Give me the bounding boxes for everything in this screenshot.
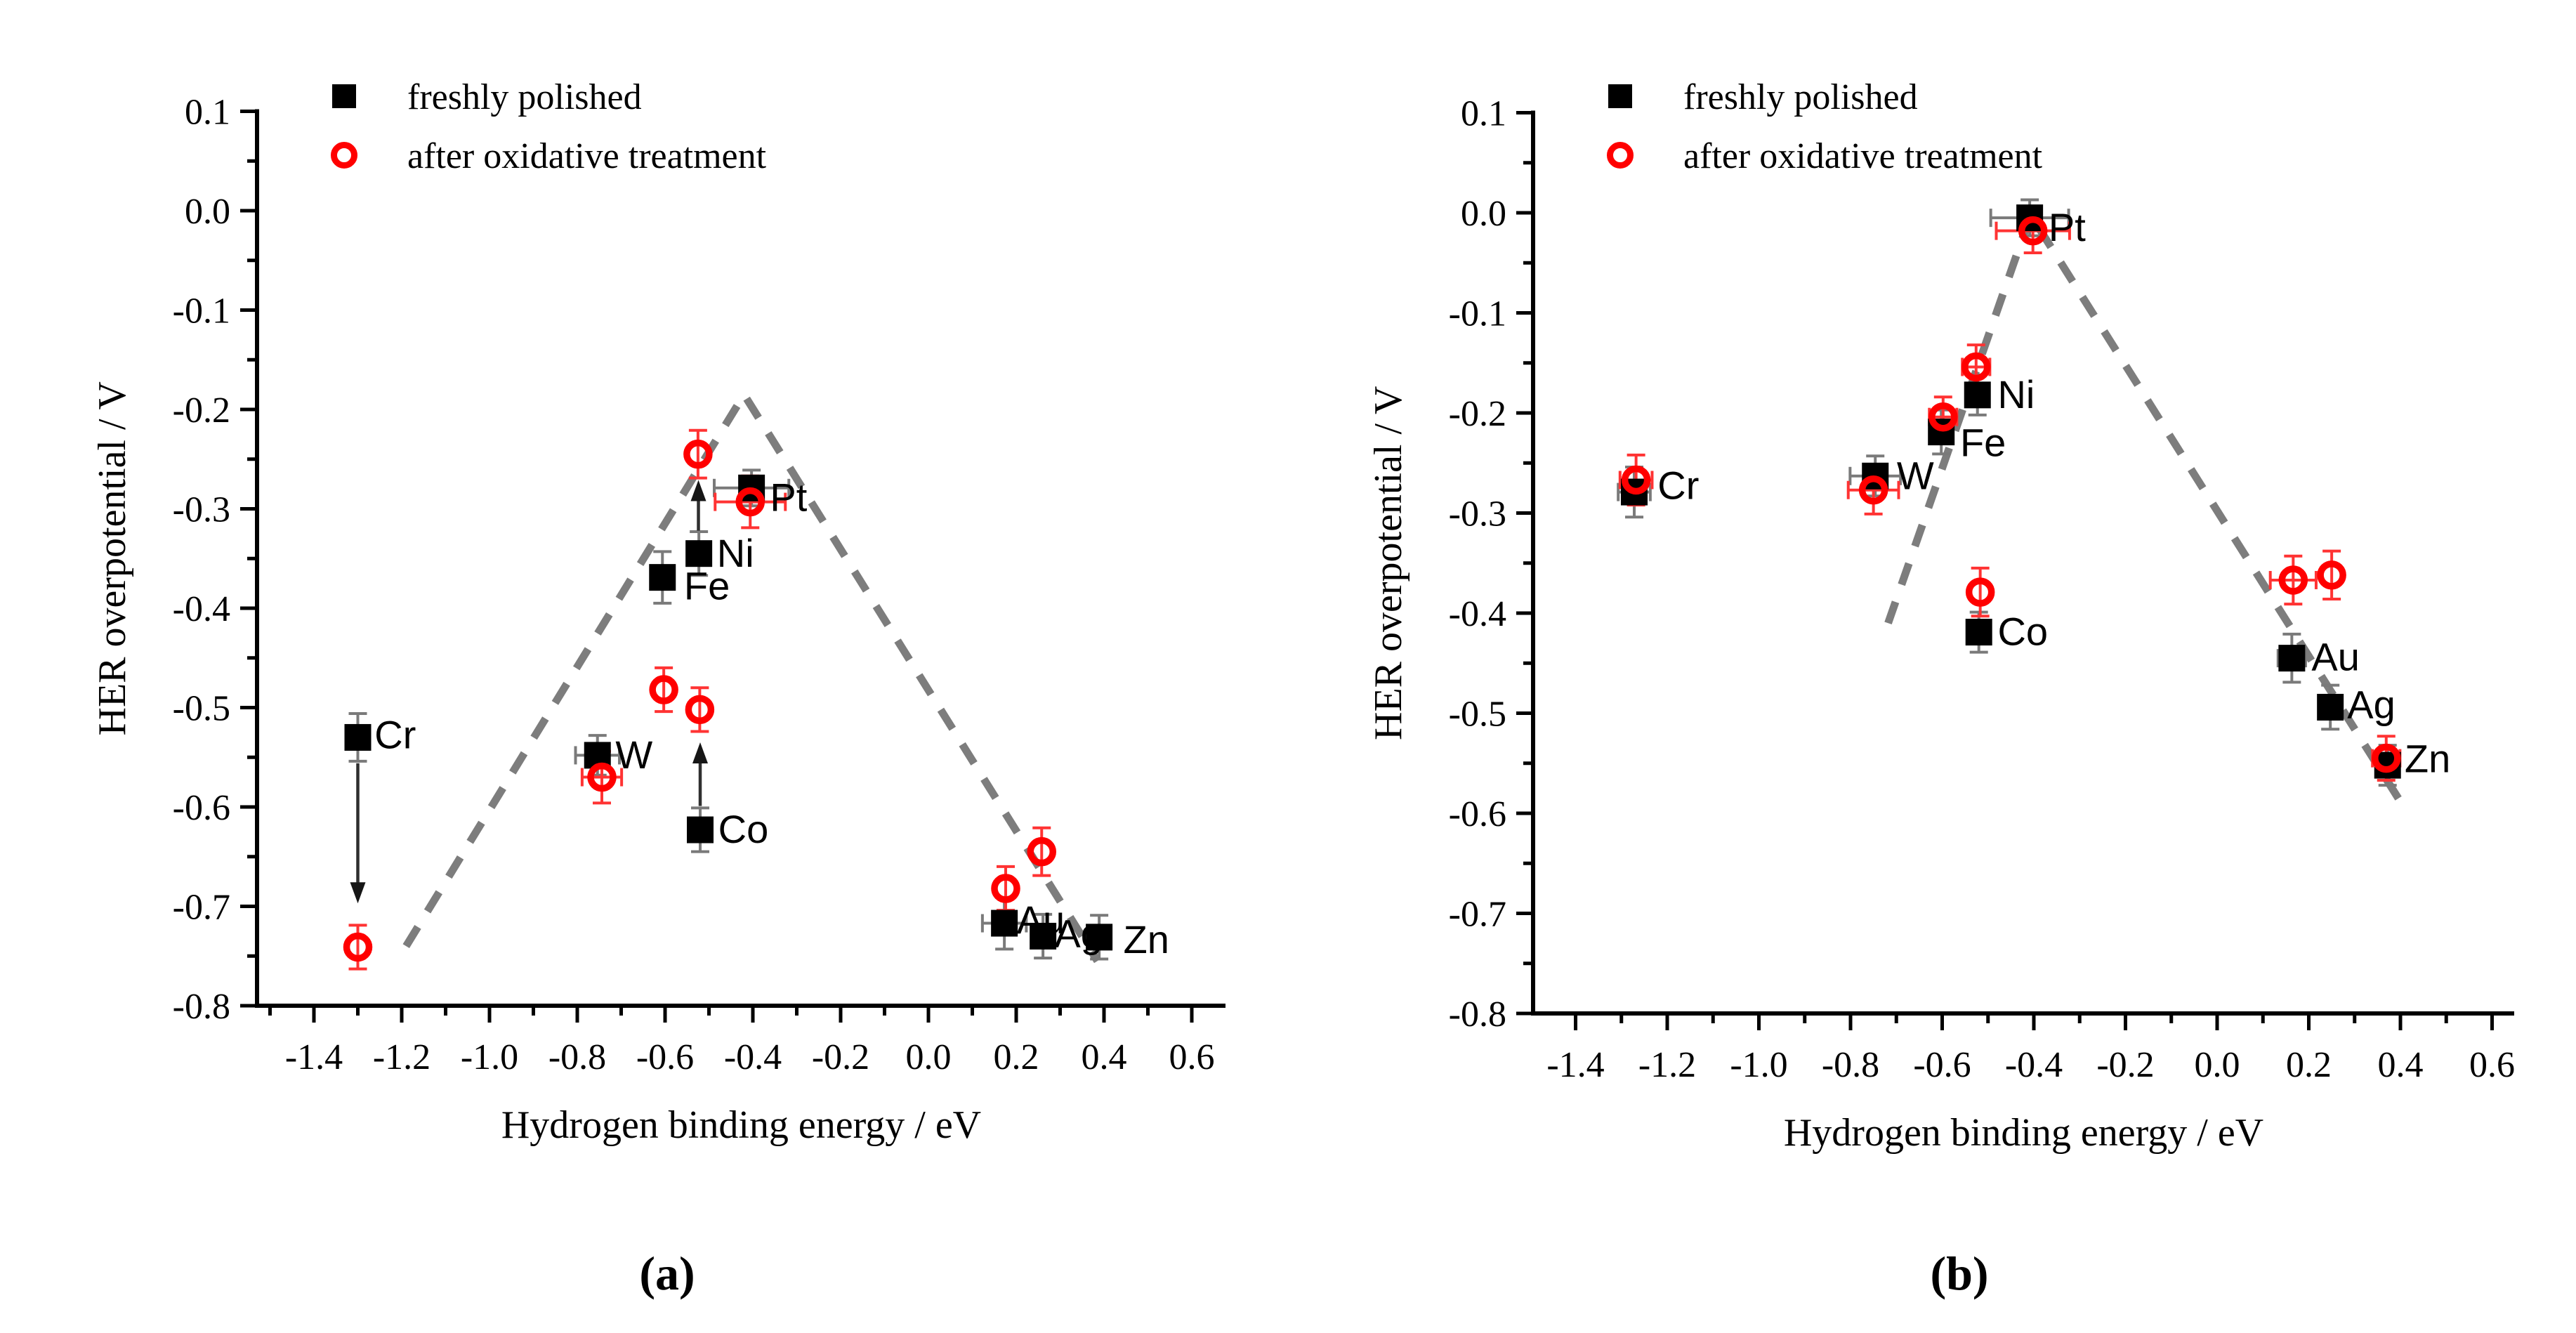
markers [1621,204,2401,778]
markers [345,443,1113,959]
y-tick-label: -0.3 [1448,494,1506,534]
y-tick-label: -0.1 [1448,294,1506,334]
marker-square-Au [991,910,1018,937]
x-tick-label: 0.4 [1081,1037,1127,1077]
marker-square-Co [687,817,714,843]
panel-caption-b: (b) [1930,1247,1989,1300]
point-label-Fe: Fe [683,563,730,608]
legend-circle-marker [1610,145,1631,166]
x-tick-label: -0.6 [1913,1045,1971,1085]
y-tick-label: -0.2 [1448,394,1506,434]
x-tick-label: -0.4 [723,1037,782,1077]
point-label-Pt: Pt [2048,204,2086,249]
y-tick-label: 0.0 [1461,194,1506,234]
point-label-Pt: Pt [770,475,808,520]
point-label-Ni: Ni [716,530,754,575]
point-label-Fe: Fe [1959,420,2006,465]
y-tick-label: 0.0 [185,192,230,232]
x-tick-label: -1.2 [1638,1045,1697,1085]
x-tick-label: -0.8 [1821,1045,1880,1085]
x-tick-label: 0.6 [2469,1045,2515,1085]
x-tick-label: -1.4 [284,1037,343,1077]
point-label-Zn: Zn [2404,736,2451,781]
axes [1449,94,2515,1086]
y-axis-title: HER overpotential / V [1367,386,1410,740]
marker-square-Co [1966,619,1992,645]
y-tick-label: -0.1 [172,291,230,331]
marker-square-Ag [2317,694,2344,721]
y-tick-label: -0.7 [1448,894,1506,935]
x-tick-label: 0.2 [2286,1045,2332,1085]
x-axis-title: Hydrogen binding energy / eV [501,1103,982,1147]
point-label-W: W [615,733,653,777]
y-tick-label: -0.7 [172,887,230,928]
marker-square-Cr [345,724,372,751]
y-tick-label: -0.4 [172,589,230,629]
y-tick-label: -0.5 [172,688,230,729]
y-tick-label: 0.1 [185,92,230,133]
x-tick-label: -0.8 [548,1037,607,1077]
point-label-Ag: Ag [2347,682,2396,727]
x-tick-label: -0.6 [636,1037,695,1077]
y-tick-label: -0.2 [172,390,230,431]
y-tick-label: -0.4 [1448,594,1506,634]
panel-caption-a: (a) [639,1247,695,1300]
point-label-Au: Au [1016,897,1065,942]
y-axis-title: HER overpotential / V [91,381,134,736]
y-tick-label: -0.5 [1448,694,1506,735]
x-tick-label: 0.0 [2194,1045,2240,1085]
arrow-Cr-down [350,763,366,904]
legend-label: after oxidative treatment [407,136,767,176]
x-tick-label: -0.2 [811,1037,870,1077]
arrow-Ni-up [691,480,707,530]
y-tick-label: -0.3 [172,490,230,530]
x-tick-label: -1.0 [460,1037,519,1077]
legend-square-marker [1608,84,1632,108]
x-tick-label: -0.4 [2004,1045,2063,1085]
legend [1608,77,2043,176]
point-label-Cr: Cr [374,712,416,757]
point-label-Ni: Ni [1997,372,2035,416]
y-tick-label: -0.8 [1448,994,1506,1035]
legend [332,77,767,176]
point-label-W: W [1896,453,1934,498]
legend-label: after oxidative treatment [1683,136,2043,176]
x-tick-label: -1.4 [1546,1045,1605,1085]
marker-square-Au [2278,645,2305,671]
panel-a [91,77,1225,1300]
x-tick-label: 0.0 [905,1037,952,1077]
point-label-Cr: Cr [1657,463,1700,508]
marker-square-Fe [649,564,676,591]
x-tick-label: 0.4 [2377,1045,2424,1085]
y-tick-label: -0.6 [1448,794,1506,834]
arrow-Co-up [692,742,708,806]
x-tick-label: -0.2 [2096,1045,2155,1085]
arrow-head [692,742,708,763]
x-tick-label: 0.6 [1169,1037,1215,1077]
legend-label: freshly polished [1683,77,1918,117]
x-tick-label: -1.0 [1730,1045,1788,1085]
y-tick-label: -0.8 [172,987,230,1027]
marker-square-Ni [1964,381,1991,408]
y-tick-label: 0.1 [1461,93,1506,134]
x-tick-label: -1.2 [372,1037,431,1077]
y-tick-label: -0.6 [172,788,230,828]
legend-square-marker [332,84,356,108]
x-axis-title: Hydrogen binding energy / eV [1783,1111,2264,1155]
point-label-Zn: Zn [1123,917,1169,962]
point-label-Au: Au [2311,634,2360,679]
x-tick-label: 0.2 [993,1037,1039,1077]
error-bars [1618,199,2400,785]
point-label-Co: Co [718,807,769,852]
arrow-head [350,882,366,903]
legend-circle-marker [334,145,355,166]
point-label-Ag: Ag [1054,911,1103,956]
legend-label: freshly polished [407,77,642,117]
panel-b [1367,77,2515,1300]
point-label-Co: Co [1997,609,2049,654]
